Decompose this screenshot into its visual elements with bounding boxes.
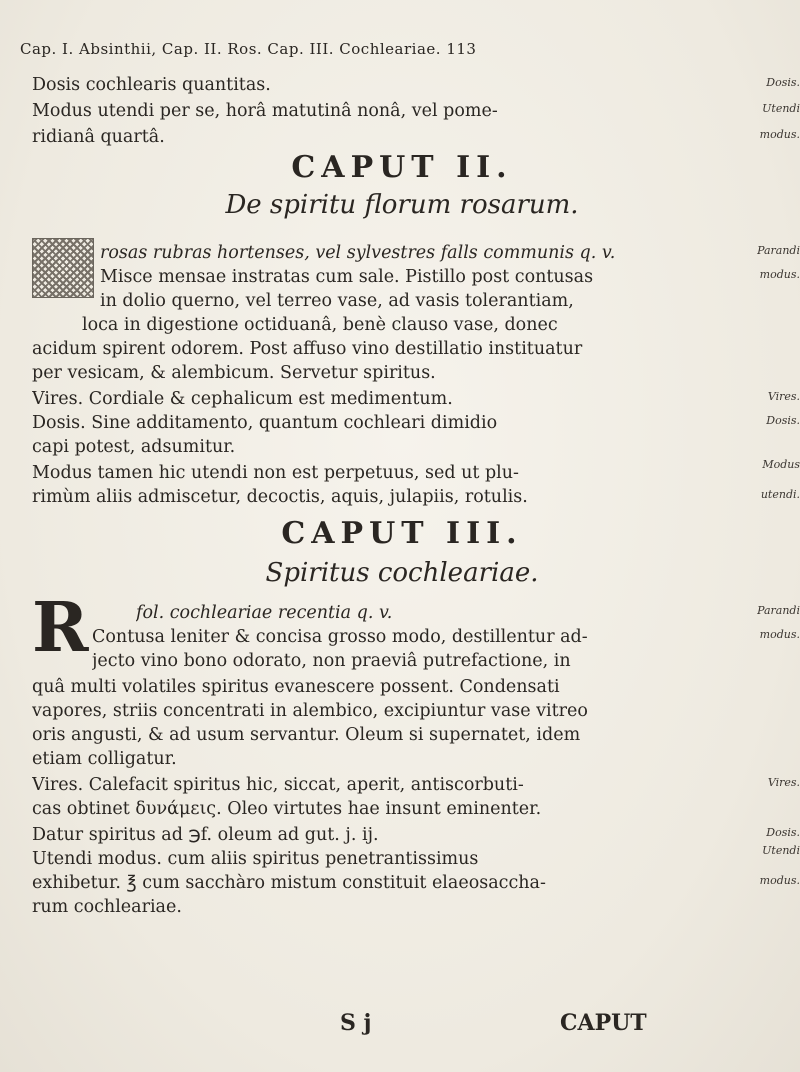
margin-note: Vires. [767,390,800,403]
body-line: Datur spiritus ad ℈f. oleum ad gut. j. ij. [32,825,379,845]
chapter-heading: CAPUT II. [291,150,513,185]
margin-note: Vires. [767,776,800,789]
drop-initial: R [32,588,89,668]
margin-note: Parandi [757,244,800,257]
body-line: rum cochleariae. [32,897,182,917]
body-line: Contusa leniter & concisa grosso modo, destillentur ad- [92,627,588,647]
body-line: Dosis cochlearis quantitas. [32,75,271,95]
catchword: CAPUT [560,1010,647,1036]
body-line: Vires. Calefacit spiritus hic, siccat, aperit, antiscorbuti- [32,775,524,795]
body-line: rosas rubras hortenses, vel sylvestres falls communis q. v. [100,243,616,263]
margin-note: Dosis. [766,76,800,89]
body-line: oris angusti, & ad usum servantur. Oleum si supernatet, idem [32,725,581,745]
margin-note: Dosis. [766,826,800,839]
body-line: quâ multi volatiles spiritus evanescere possent. Condensati [32,677,560,697]
text-block [32,38,800,1072]
body-line: capi potest, adsumitur. [32,437,236,457]
margin-note: utendi. [760,488,800,501]
margin-note: modus. [759,874,800,887]
body-line: ridianâ quartâ. [32,127,165,147]
margin-note: modus. [759,628,800,641]
body-line: loca in digestione octiduanâ, benè clauso vase, donec [82,315,558,335]
body-line: Modus utendi per se, horâ matutinâ nonâ, vel pome- [32,101,498,121]
body-line: Dosis. Sine additamento, quantum cochleari dimidio [32,413,498,433]
body-line: cas obtinet δυνάμεις. Oleo virtutes hae insunt eminenter. [32,799,542,819]
body-line: Misce mensae instratas cum sale. Pistillo post contusas [100,267,594,287]
body-line: in dolio querno, vel terreo vase, ad vasis tolerantiam, [100,291,574,311]
body-line: fol. cochleariae recentia q. v. [136,603,393,623]
chapter-subtitle: Spiritus cochleariae. [265,558,539,588]
margin-note: modus. [759,128,800,141]
body-line: etiam colligatur. [32,749,177,769]
signature-mark: S j [340,1010,372,1036]
chapter-subtitle: De spiritu florum rosarum. [225,190,579,220]
chapter-heading: CAPUT III. [281,516,523,551]
body-line: Vires. Cordiale & cephalicum est medimentum. [32,389,453,409]
body-line: acidum spirent odorem. Post affuso vino destillatio instituatur [32,339,583,359]
margin-note: Utendi [762,844,800,857]
body-line: Modus tamen hic utendi non est perpetuus, sed ut plu- [32,463,519,483]
body-line: vapores, striis concentrati in alembico, excipiuntur vase vitreo [32,701,588,721]
margin-note: Dosis. [766,414,800,427]
ornament-initial-icon [32,238,94,298]
margin-note: Utendi [762,102,800,115]
body-line: rimùm aliis admiscetur, decoctis, aquis, julapiis, rotulis. [32,487,528,507]
body-line: jecto vino bono odorato, non praeviâ putrefactione, in [92,651,571,671]
running-head: Cap. I. Absinthii, Cap. II. Ros. Cap. III. Cochleariae. 113 [20,40,477,58]
margin-note: Modus [762,458,800,471]
body-line: exhibetur. ℥ cum sacchàro mistum constituit elaeosaccha- [32,873,546,893]
margin-note: modus. [759,268,800,281]
body-line: Utendi modus. cum aliis spiritus penetrantissimus [32,849,479,869]
margin-note: Parandi [757,604,800,617]
body-line: per vesicam, & alembicum. Servetur spiritus. [32,363,436,383]
